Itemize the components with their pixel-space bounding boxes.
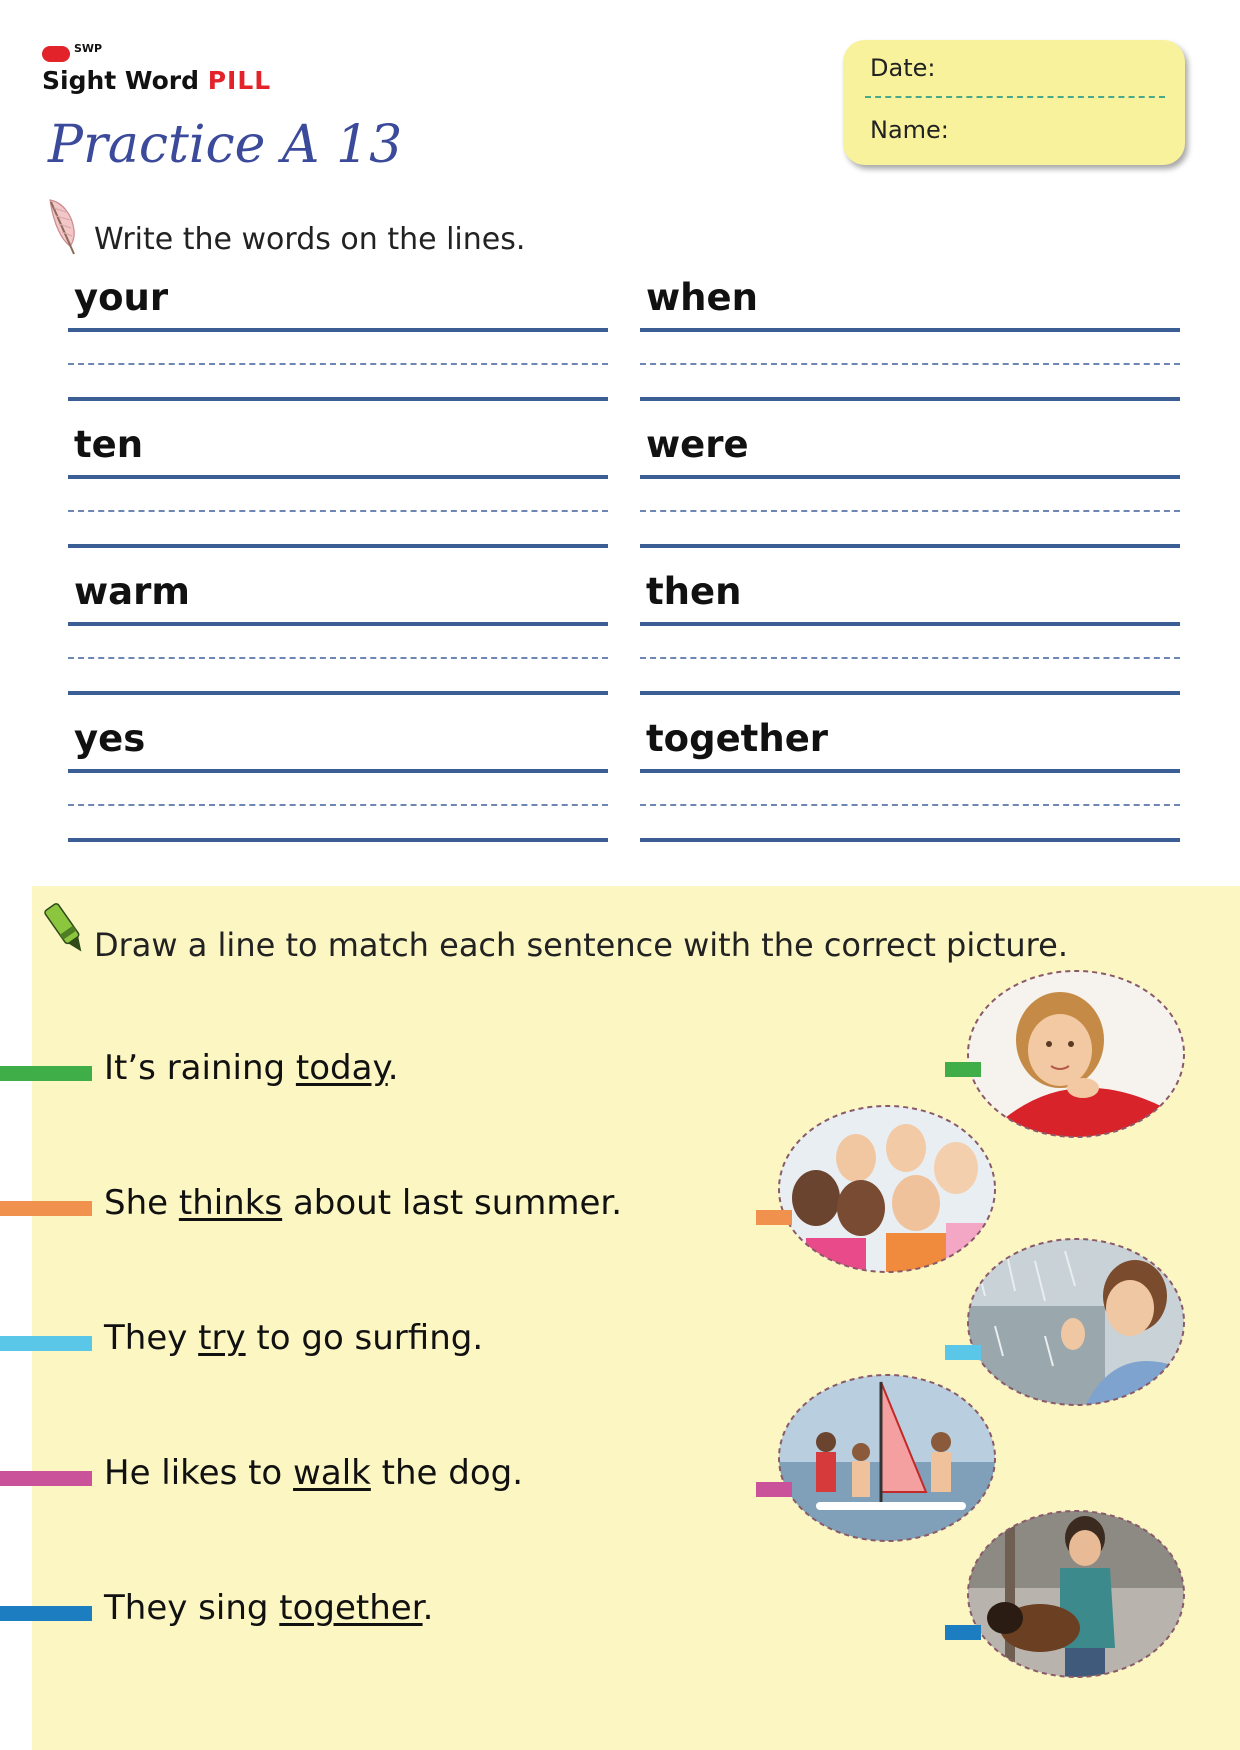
- writing-line-dashed[interactable]: [68, 657, 608, 659]
- name-label: Name:: [870, 116, 949, 144]
- writing-line-dashed[interactable]: [640, 363, 1180, 365]
- writing-line-dashed[interactable]: [68, 363, 608, 365]
- writing-line-bottom[interactable]: [640, 544, 1180, 548]
- instruction-write: Write the words on the lines.: [94, 222, 526, 257]
- picture-connector-bar[interactable]: [756, 1210, 792, 1225]
- writing-line-bottom[interactable]: [640, 691, 1180, 695]
- writing-line-dashed[interactable]: [68, 510, 608, 512]
- writing-line-top[interactable]: [640, 769, 1180, 773]
- word-prompt: your: [74, 276, 169, 319]
- sentence-row: [0, 1318, 700, 1368]
- sentence-row: [0, 1048, 700, 1098]
- sentence-connector-bar[interactable]: [0, 1066, 92, 1081]
- sentence-text: [104, 1183, 622, 1223]
- writing-line-top[interactable]: [68, 475, 608, 479]
- word-prompt: ten: [74, 423, 144, 466]
- word-practice-row: [68, 423, 608, 569]
- writing-line-top[interactable]: [640, 328, 1180, 332]
- girl-thinking-picture[interactable]: [965, 968, 1187, 1140]
- date-name-box: [843, 40, 1185, 165]
- sentence-part: He likes to: [104, 1453, 294, 1493]
- sight-word-underlined: walk: [293, 1453, 371, 1493]
- sentence-text: [104, 1588, 433, 1628]
- sentence-part: .: [422, 1588, 434, 1628]
- word-practice-row: [640, 276, 1180, 422]
- writing-line-bottom[interactable]: [68, 397, 608, 401]
- sentence-row: [0, 1183, 700, 1233]
- sentence-connector-bar[interactable]: [0, 1606, 92, 1621]
- writing-line-bottom[interactable]: [640, 838, 1180, 842]
- sentence-text: [104, 1453, 523, 1493]
- sentence-connector-bar[interactable]: [0, 1336, 92, 1351]
- marker-pen-icon: [44, 900, 90, 962]
- sentence-part: .: [387, 1048, 399, 1088]
- instruction-match: Draw a line to match each sentence with the correct picture.: [94, 926, 1068, 964]
- sentence-part: It’s raining: [104, 1048, 296, 1088]
- writing-line-top[interactable]: [68, 328, 608, 332]
- writing-line-top[interactable]: [640, 475, 1180, 479]
- pill-icon: [42, 46, 70, 62]
- word-prompt: then: [646, 570, 742, 613]
- sentence-text: [104, 1048, 399, 1088]
- writing-line-dashed[interactable]: [640, 510, 1180, 512]
- writing-line-bottom[interactable]: [68, 838, 608, 842]
- writing-line-bottom[interactable]: [68, 544, 608, 548]
- sight-word-underlined: try: [198, 1318, 246, 1358]
- sentence-part: They: [104, 1318, 199, 1358]
- boy-in-rain-picture[interactable]: [965, 1236, 1187, 1408]
- picture-connector-bar[interactable]: [945, 1345, 981, 1360]
- sentence-connector-bar[interactable]: [0, 1201, 92, 1216]
- sentence-part: She: [104, 1183, 179, 1223]
- sentence-part: about last summer.: [282, 1183, 623, 1223]
- sight-word-underlined: thinks: [178, 1183, 283, 1223]
- writing-line-dashed[interactable]: [640, 657, 1180, 659]
- sight-word-underlined: together: [279, 1588, 423, 1628]
- word-practice-row: [68, 276, 608, 422]
- feather-icon: [44, 196, 90, 258]
- sight-word-underlined: today: [295, 1048, 388, 1088]
- date-divider: [865, 96, 1165, 98]
- date-label: Date:: [870, 54, 936, 82]
- writing-line-bottom[interactable]: [640, 397, 1180, 401]
- writing-line-bottom[interactable]: [68, 691, 608, 695]
- sentence-part: the dog.: [370, 1453, 524, 1493]
- picture-connector-bar[interactable]: [756, 1482, 792, 1497]
- writing-line-dashed[interactable]: [640, 804, 1180, 806]
- writing-line-top[interactable]: [68, 769, 608, 773]
- page-title: Practice A 13: [48, 115, 403, 175]
- word-prompt: together: [646, 717, 829, 760]
- word-practice-row: [68, 570, 608, 716]
- boy-walking-dog-picture[interactable]: [965, 1508, 1187, 1680]
- sentence-part: They sing: [104, 1588, 280, 1628]
- writing-line-top[interactable]: [640, 622, 1180, 626]
- word-practice-row: [68, 717, 608, 863]
- writing-line-top[interactable]: [68, 622, 608, 626]
- word-practice-row: [640, 717, 1180, 863]
- word-prompt: when: [646, 276, 758, 319]
- sentence-row: [0, 1453, 700, 1503]
- brand-small-text: SWP: [74, 42, 103, 55]
- sentence-part: to go surfing.: [245, 1318, 484, 1358]
- sentence-connector-bar[interactable]: [0, 1471, 92, 1486]
- word-prompt: yes: [74, 717, 146, 760]
- brand-name: [42, 66, 271, 95]
- sentence-text: [104, 1318, 483, 1358]
- brand-main-text: Sight Word: [42, 66, 208, 95]
- brand-logo: [42, 42, 302, 102]
- brand-accent-text: PILL: [207, 66, 272, 95]
- word-practice-row: [640, 423, 1180, 569]
- word-prompt: warm: [74, 570, 190, 613]
- picture-connector-bar[interactable]: [945, 1062, 981, 1077]
- word-practice-row: [640, 570, 1180, 716]
- sentence-row: [0, 1588, 700, 1638]
- writing-line-dashed[interactable]: [68, 804, 608, 806]
- word-prompt: were: [646, 423, 749, 466]
- picture-connector-bar[interactable]: [945, 1625, 981, 1640]
